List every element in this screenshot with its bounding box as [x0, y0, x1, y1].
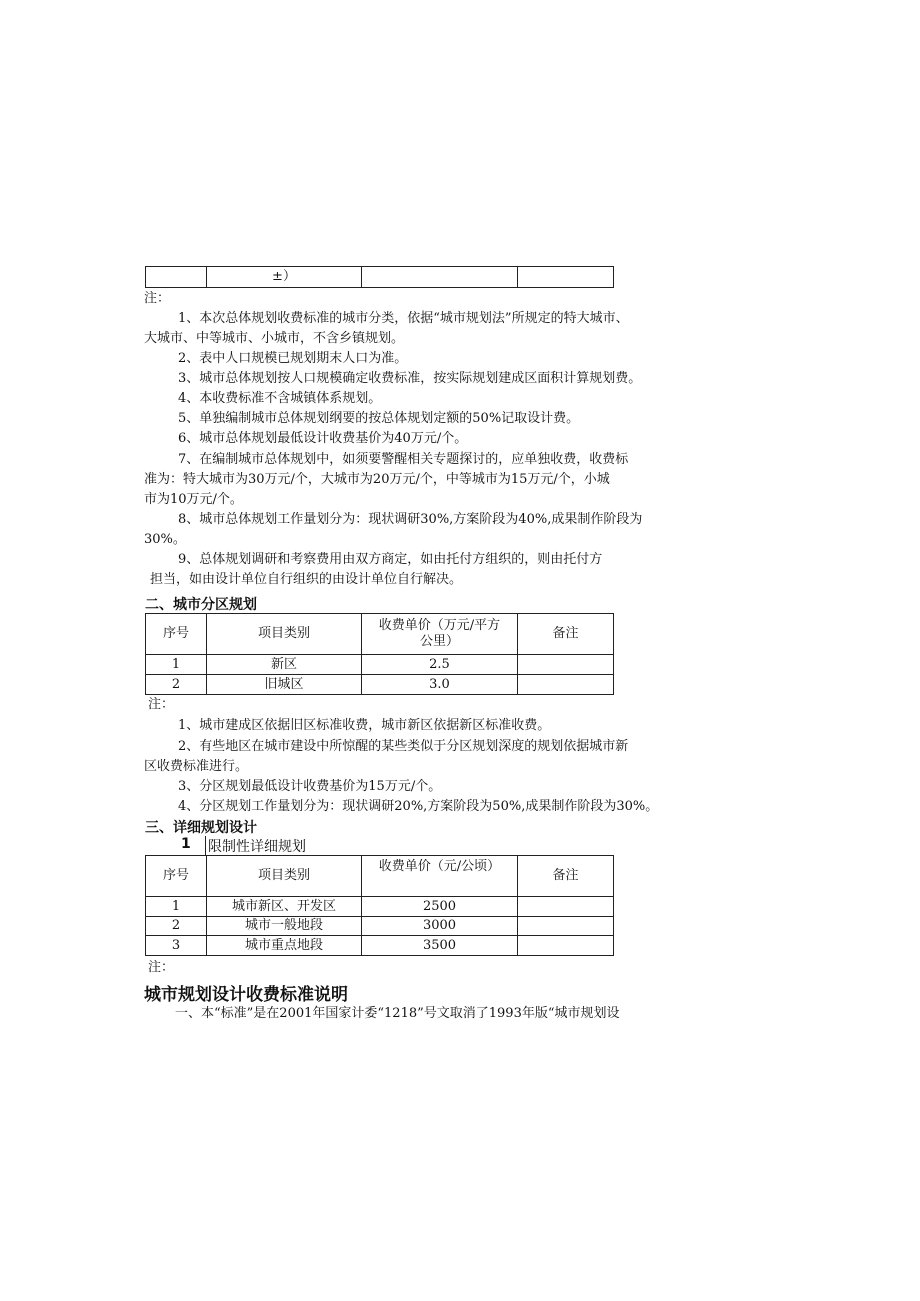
note-line: 8、城市总体规划工作量划分为：现状调研30%,方案阶段为40%,成果制作阶段为 [178, 512, 643, 527]
paragraph-line: 一、本“标准”是在2001年国家计委“1218”号文取消了1993年版“城市规划设 [175, 1006, 620, 1021]
note-line: 30%。 [144, 532, 186, 547]
table-cell: 1 [146, 655, 207, 675]
note-line: 3、城市总体规划按人口规模确定收费标准，按实际规划建成区面积计算规划费。 [178, 371, 642, 386]
table-cell [518, 917, 614, 936]
document-title: 城市规划设计收费标准说明 [144, 985, 348, 1005]
note-line: 3、分区规划最低设计收费基价为15万元/个。 [178, 779, 442, 794]
table-cell: 旧城区 [207, 675, 362, 695]
note-line: 市为10万元/个。 [144, 492, 243, 507]
note-label: 注： [144, 291, 171, 306]
note-line: 7、在编制城市总体规划中，如须要警醒相关专题探讨的，应单独收费，收费标 [178, 452, 629, 467]
table-cell: 城市重点地段 [207, 936, 362, 956]
table-cell: 2500 [362, 897, 518, 917]
section-heading: 二、城市分区规划 [145, 597, 257, 613]
note-label: 注： [148, 960, 175, 975]
table-row [146, 675, 614, 695]
table-cell [518, 655, 614, 675]
table-row [146, 917, 614, 936]
note-line: 9、总体规划调研和考察费用由双方商定，如由托付方组织的，则由托付方 [178, 552, 603, 567]
table-cell [518, 267, 614, 288]
table-cell: 1 [146, 897, 207, 917]
table-header [362, 614, 518, 655]
note-line: 4、本收费标准不含城镇体系规划。 [178, 391, 382, 406]
note-line: 4、分区规划工作量划分为：现状调研20%,方案阶段为50%,成果制作阶段为30%。 [178, 799, 659, 814]
detail-plan-table [145, 855, 614, 956]
table-header: 序号 [146, 856, 207, 897]
table-cell: 城市一般地段 [207, 917, 362, 936]
table-cell [518, 675, 614, 695]
note-line: 担当，如由设计单位自行组织的由设计单位自行解决。 [150, 572, 463, 587]
table-cell [362, 267, 518, 288]
district-plan-table [145, 613, 614, 695]
table-header: 序号 [146, 614, 207, 655]
note-line: 5、单独编制城市总体规划纲要的按总体规划定额的50%记取设计费。 [178, 411, 580, 426]
table-header: 备注 [518, 856, 614, 897]
table-cell: 3500 [362, 936, 518, 956]
table-header: 项目类别 [207, 856, 362, 897]
note-line: 2、有些地区在城市建设中所惊醒的某些类似于分区规划深度的规划依据城市新 [178, 739, 629, 754]
note-label: 注： [148, 697, 175, 712]
table-cell: 新区 [207, 655, 362, 675]
subsection-divider [205, 836, 206, 855]
table-header: 项目类别 [207, 614, 362, 655]
table-cell: 3 [146, 936, 207, 956]
table-cell: 2 [146, 675, 207, 695]
table-header: 备注 [518, 614, 614, 655]
header-line: 收费单价（万元/平方 [378, 618, 501, 633]
subsection-title: 限制性详细规划 [208, 839, 306, 855]
table-cell: 3.0 [362, 675, 518, 695]
table-row [146, 936, 614, 956]
note-line: 1、本次总体规划收费标准的城市分类，依据“城市规划法”所规定的特大城市、 [178, 311, 629, 326]
table-cell [518, 936, 614, 956]
note-line: 准为：特大城市为30万元/个，大城市为20万元/个，中等城市为15万元/个，小城 [144, 472, 610, 487]
subsection-number: 1 [181, 836, 191, 852]
table-fragment-top [145, 266, 614, 288]
note-line: 6、城市总体规划最低设计收费基价为40万元/个。 [178, 431, 468, 446]
table-cell: 2.5 [362, 655, 518, 675]
table-cell: 2 [146, 917, 207, 936]
table-cell: 城市新区、开发区 [207, 897, 362, 917]
note-line: 2、表中人口规模已规划期末人口为准。 [178, 351, 408, 366]
table-row [146, 655, 614, 675]
table-cell [146, 267, 207, 288]
note-line: 1、城市建成区依据旧区标准收费，城市新区依据新区标准收费。 [178, 718, 551, 733]
table-cell: 3000 [362, 917, 518, 936]
header-line: 公里） [419, 634, 459, 649]
note-line: 区收费标准进行。 [144, 759, 249, 774]
table-row [146, 897, 614, 917]
table-cell [518, 897, 614, 917]
table-cell: ±） [207, 267, 362, 288]
section-heading: 三、详细规划设计 [145, 820, 257, 836]
note-line: 大城市、中等城市、小城市，不含乡镇规划。 [144, 331, 405, 346]
table-header: 收费单价（元/公顷） [362, 856, 518, 897]
